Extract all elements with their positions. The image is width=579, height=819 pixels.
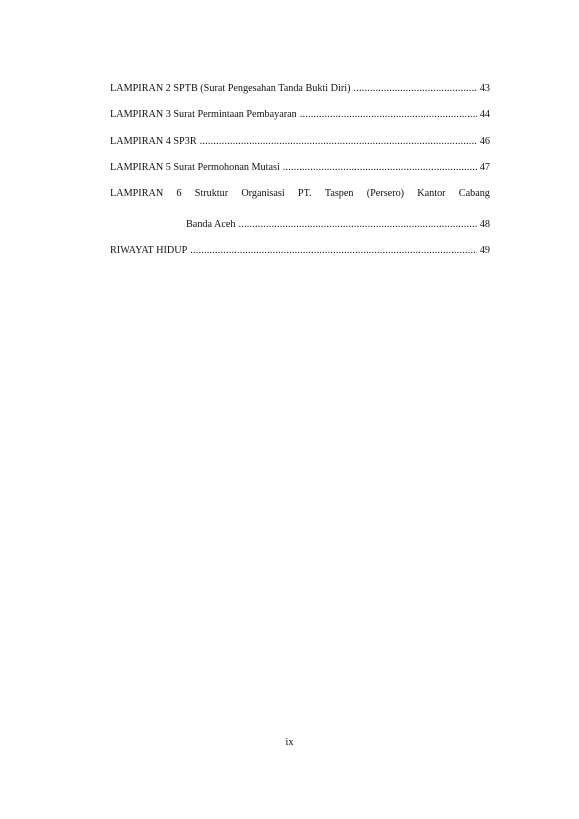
toc-word: Kantor	[417, 188, 446, 199]
toc-entry-lampiran-4[interactable]	[110, 135, 490, 149]
toc-entry-page: 47	[479, 162, 490, 173]
toc-entry-label: LAMPIRAN 3 Surat Permintaan Pembayaran	[110, 109, 297, 120]
toc-entry-page: 49	[479, 245, 490, 256]
toc-word: Cabang	[458, 188, 490, 199]
toc-entry-lampiran-3[interactable]	[110, 108, 490, 122]
dot-leader	[190, 244, 477, 258]
toc-entry-lampiran-5[interactable]	[110, 161, 490, 175]
dot-leader	[200, 135, 477, 149]
toc-entry-page: 48	[479, 219, 490, 230]
toc-entry-page: 44	[479, 109, 490, 120]
toc-entry-riwayat-hidup[interactable]	[110, 244, 490, 258]
toc-entry-label: Banda Aceh	[186, 219, 236, 230]
toc-word: 6	[176, 188, 182, 199]
toc-entry-page: 43	[479, 83, 490, 94]
toc-entry-lampiran-2[interactable]	[110, 82, 490, 96]
toc-entry-label: LAMPIRAN 4 SP3R	[110, 136, 197, 147]
toc-entry-label: LAMPIRAN 5 Surat Permohonan Mutasi	[110, 162, 280, 173]
toc-word: Taspen	[324, 188, 354, 199]
toc-word: Struktur	[194, 188, 229, 199]
toc-entry-label: LAMPIRAN 2 SPTB (Surat Pengesahan Tanda Bukti Diri)	[110, 83, 351, 94]
dot-leader	[239, 218, 477, 232]
page-number: ix	[285, 737, 294, 748]
dot-leader	[353, 82, 476, 96]
toc-entry-lampiran-6-continuation[interactable]	[110, 218, 490, 232]
dot-leader	[300, 108, 477, 122]
toc-word: (Persero)	[366, 188, 405, 199]
toc-entry-label: RIWAYAT HIDUP	[110, 245, 188, 256]
toc-word: PT.	[297, 188, 312, 199]
toc-word: Organisasi	[241, 188, 285, 199]
table-of-contents	[110, 82, 490, 258]
toc-entry-label-justified	[110, 187, 490, 201]
dot-leader	[283, 161, 477, 175]
toc-entry-lampiran-6[interactable]	[110, 187, 490, 201]
toc-word: LAMPIRAN	[110, 188, 164, 199]
toc-entry-page: 46	[479, 136, 490, 147]
